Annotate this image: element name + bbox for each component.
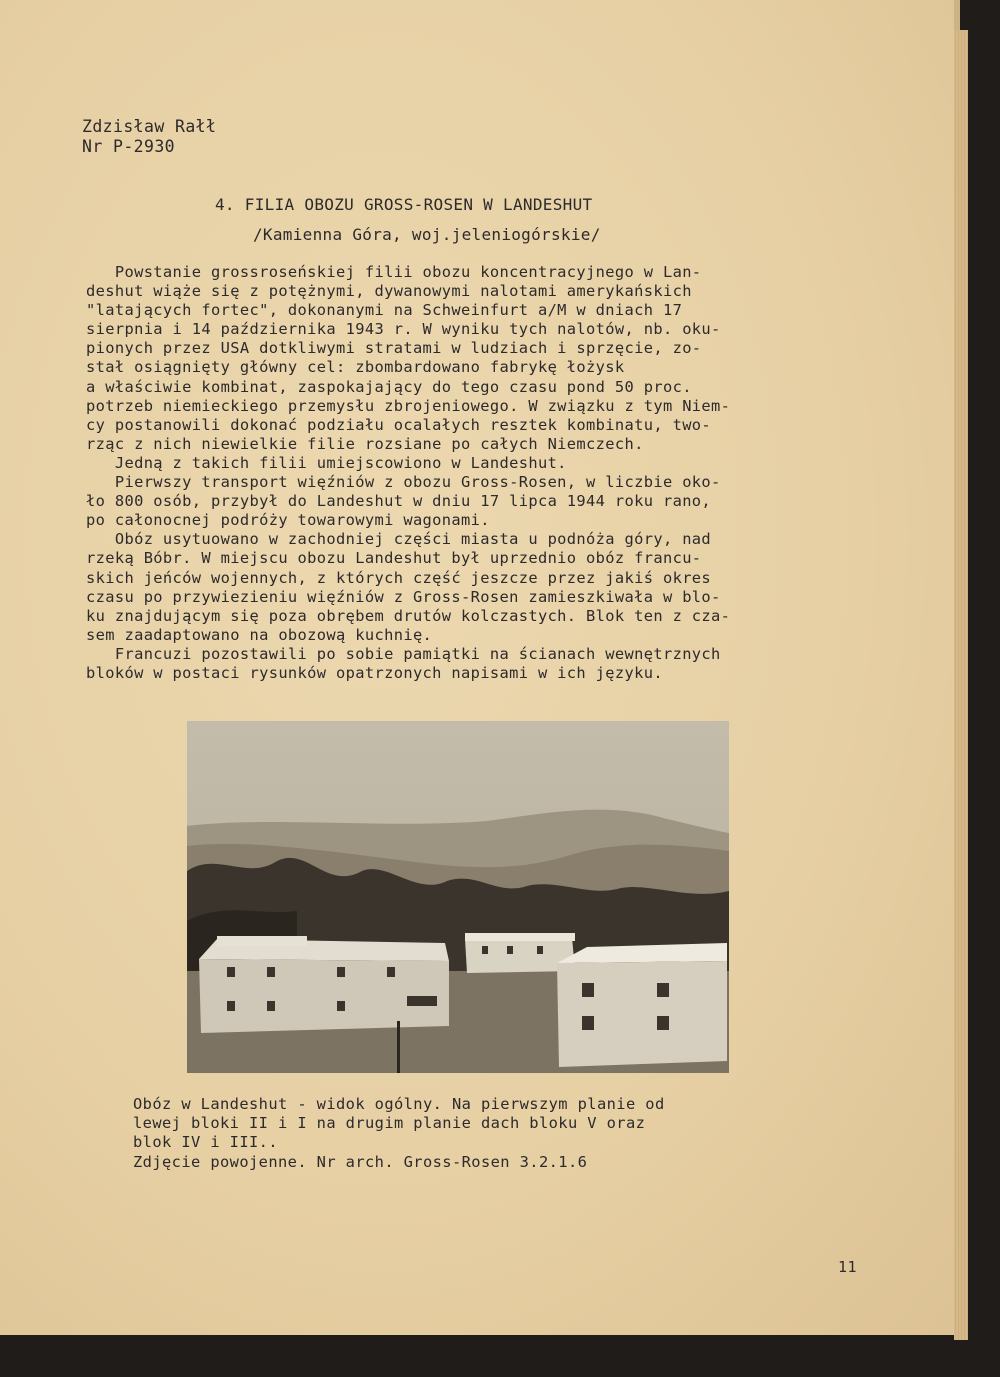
- barrack-right: [557, 943, 727, 1067]
- body-line: "latających fortec", dokonanymi na Schweinfurt a/M w dniach 17: [86, 301, 683, 320]
- body-text: [86, 263, 876, 683]
- body-line: Jedną z takich filii umiejscowiono w Landeshut.: [86, 453, 567, 472]
- camp-photo-illustration: [187, 721, 729, 1073]
- body-line: czasu po przywiezieniu więźniów z Gross-Rosen zamieszkiwała w blo-: [86, 587, 721, 606]
- caption-line: Obóz w Landeshut - widok ogólny. Na pierwszym planie od: [133, 1095, 665, 1113]
- caption-line: lewej bloki II i I na drugim planie dach bloku V oraz: [133, 1114, 646, 1133]
- photo-caption: [133, 1095, 893, 1172]
- author-number: Nr P-2930: [82, 137, 176, 156]
- body-line: ło 800 osób, przybył do Landeshut w dniu 17 lipca 1944 roku rano,: [86, 492, 712, 511]
- body-line: po całonocnej podróży towarowymi wagonami.: [86, 511, 490, 530]
- body-line: Obóz usytuowano w zachodniej części miasta u podnóża góry, nad: [86, 530, 712, 549]
- body-line: stał osiągnięty główny cel: zbombardowano fabrykę łożysk: [86, 358, 625, 377]
- caption-line: Zdjęcie powojenne. Nr arch. Gross-Rosen 3.2.1.6: [133, 1152, 588, 1171]
- author-name: Zdzisław Rałł: [82, 117, 217, 136]
- body-line: sierpnia i 14 października 1943 r. W wyniku tych nalotów, nb. oku-: [86, 320, 721, 339]
- body-line: Pierwszy transport więźniów z obozu Gross-Rosen, w liczbie oko-: [86, 473, 721, 492]
- page-edge-stack: [954, 30, 968, 1340]
- page-number: 11: [838, 1258, 858, 1276]
- body-line: a właściwie kombinat, zaspokajający do tego czasu pond 50 proc.: [86, 377, 692, 396]
- barrack-left: [199, 936, 449, 1033]
- body-line: potrzeb niemieckiego przemysłu zbrojeniowego. W związku z tym Niem-: [86, 396, 731, 415]
- body-line: rzeką Bóbr. W miejscu obozu Landeshut był uprzednio obóz francu-: [86, 549, 702, 568]
- body-line: Powstanie grossroseńskiej filii obozu koncentracyjnego w Lan-: [86, 263, 702, 281]
- body-line: skich jeńców wojennych, z których część jeszcze przez jakiś okres: [86, 568, 712, 587]
- caption-line: blok IV i III..: [133, 1133, 278, 1152]
- body-line: rząc z nich niewielkie filie rozsiane po całych Niemczech.: [86, 434, 644, 453]
- body-line: Francuzi pozostawili po sobie pamiątki na ścianach wewnętrznych: [86, 644, 721, 663]
- camp-photograph: [187, 721, 729, 1073]
- body-line: cy postanowili dokonać podziału ocalałych resztek kombinatu, two-: [86, 415, 712, 434]
- body-line: ku znajdującym się poza obrębem drutów kolczastych. Blok ten z cza-: [86, 606, 731, 625]
- body-line: pionych przez USA dotkliwymi stratami w ludziach i sprzęcie, zo-: [86, 339, 702, 358]
- body-line: sem zaadaptowano na obozową kuchnię.: [86, 625, 433, 644]
- body-line: bloków w postaci rysunków opatrzonych napisami w ich języku.: [86, 663, 663, 682]
- author-block: [82, 117, 216, 157]
- body-line: deshut wiąże się z potężnymi, dywanowymi nalotami amerykańskich: [86, 282, 692, 301]
- pole: [397, 1021, 400, 1073]
- chapter-heading: 4. FILIA OBOZU GROSS-ROSEN W LANDESHUT: [215, 195, 593, 214]
- chapter-subheading: /Kamienna Góra, woj.jeleniogórskie/: [253, 225, 601, 244]
